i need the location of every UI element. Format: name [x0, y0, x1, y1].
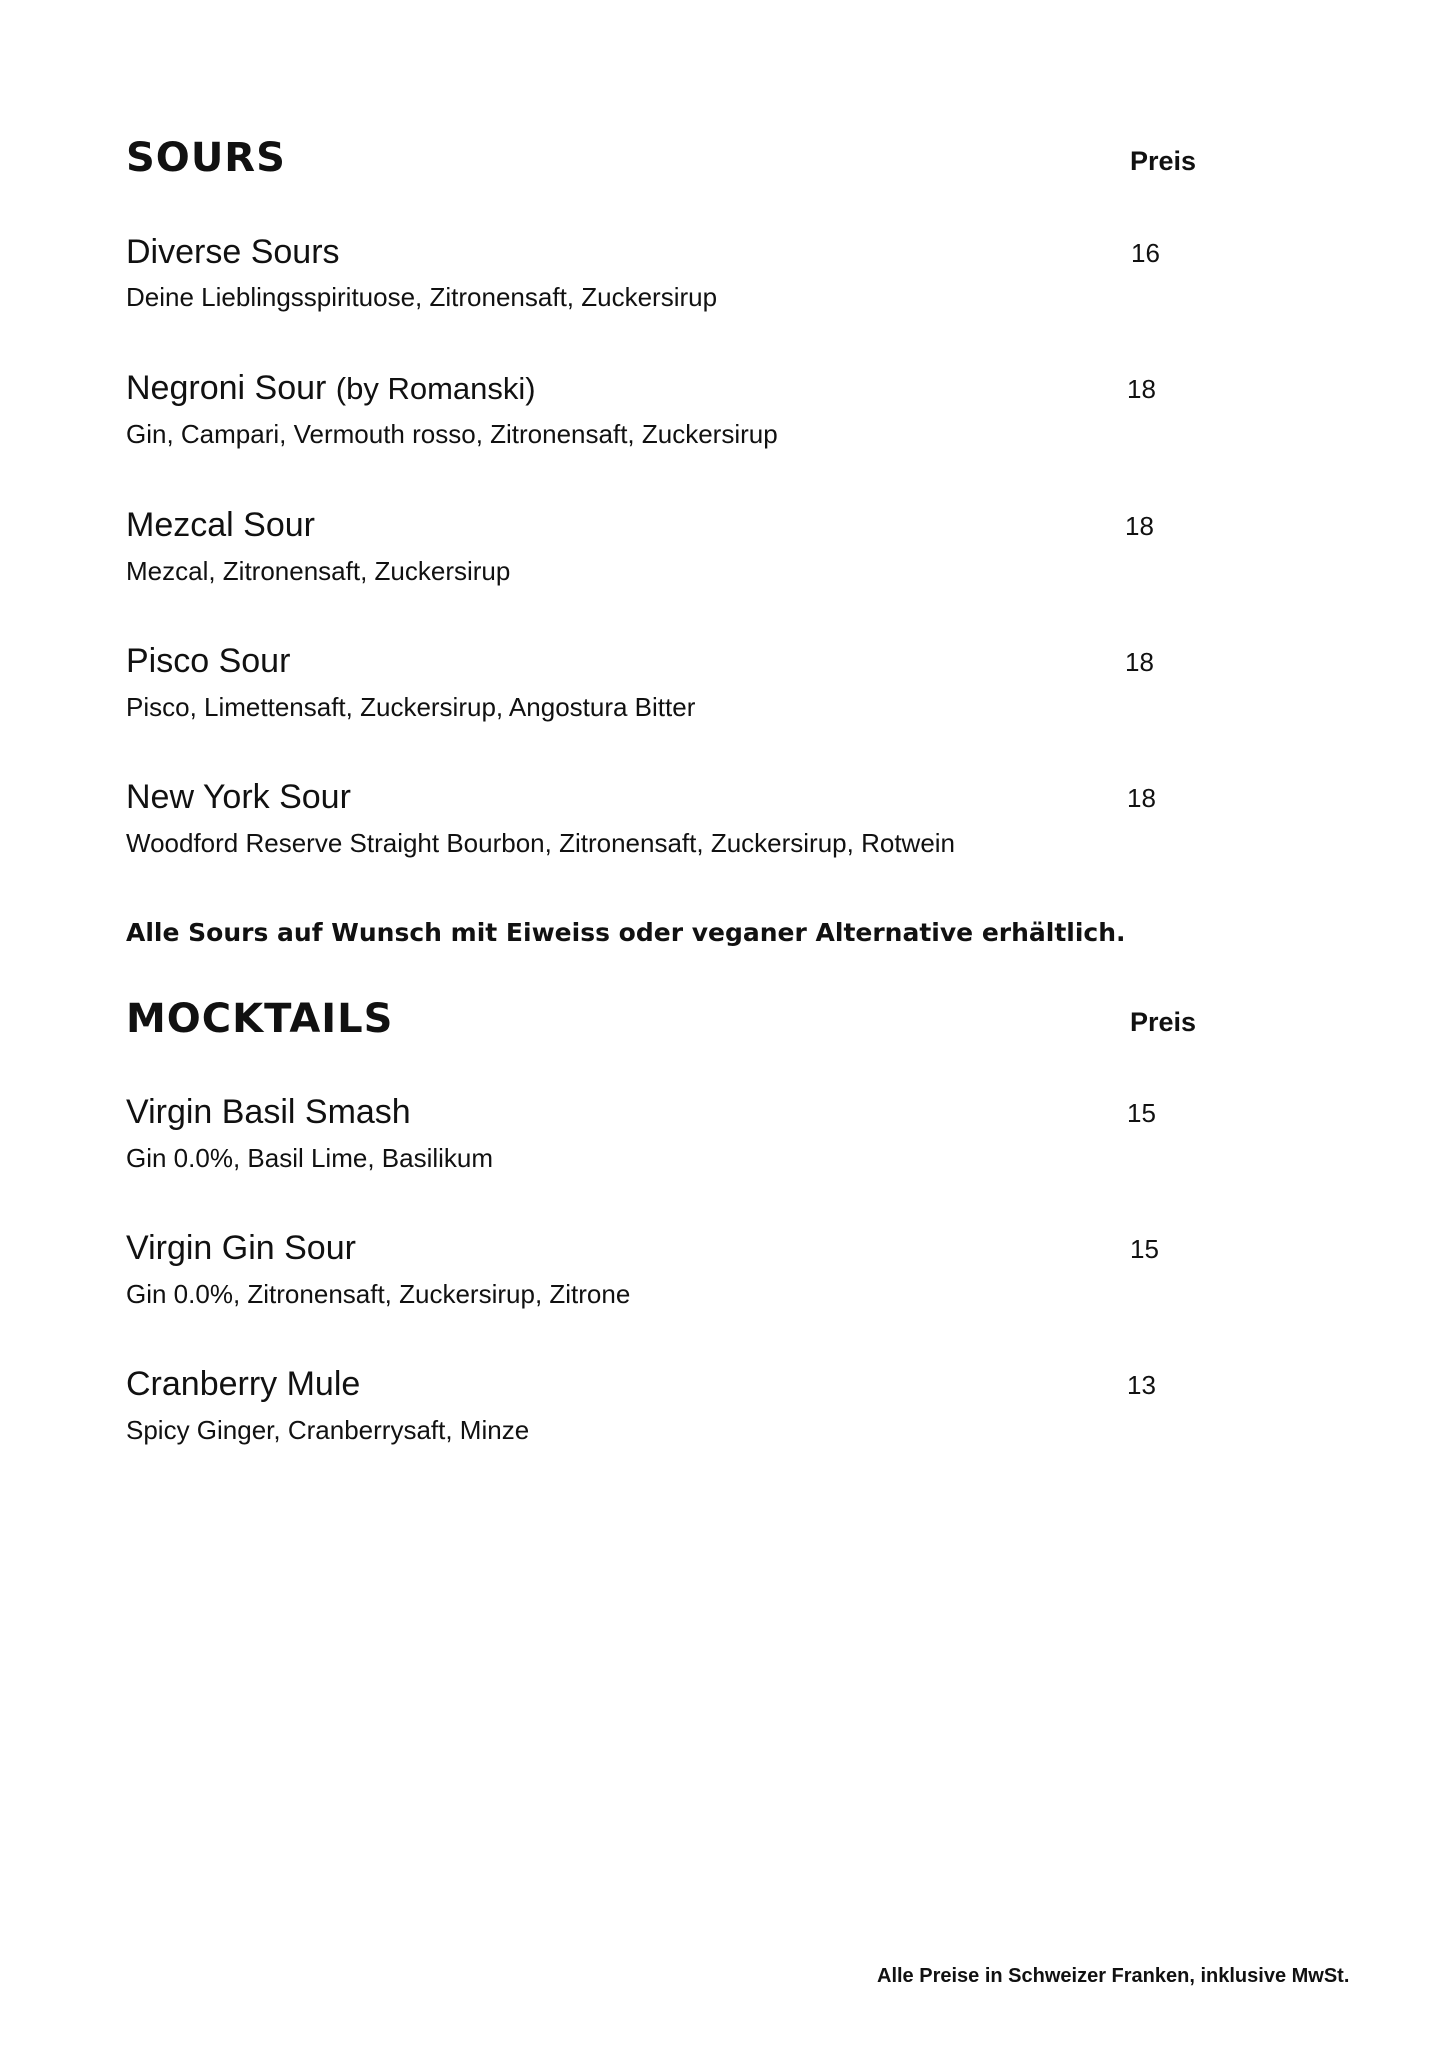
- item-price: 18: [1125, 647, 1154, 677]
- item-description: Mezcal, Zitronensaft, Zuckersirup: [126, 556, 511, 586]
- item-description: Deine Lieblingsspirituose, Zitronensaft, Zuckersirup: [126, 282, 718, 312]
- item-description: Woodford Reserve Straight Bourbon, Zitronensaft, Zuckersirup, Rotwein: [126, 828, 956, 858]
- item-description: Spicy Ginger, Cranberrysaft, Minze: [126, 1415, 530, 1445]
- item-price: 16: [1131, 238, 1160, 268]
- sours-section-title: SOURS: [126, 135, 286, 181]
- item-price: 18: [1127, 374, 1156, 404]
- mocktails-section-title: MOCKTAILS: [126, 996, 394, 1042]
- mocktails-price-header: Preis: [1130, 1007, 1197, 1037]
- item-price: 13: [1127, 1370, 1156, 1400]
- item-price: 15: [1130, 1234, 1159, 1264]
- item-name: Diverse Sours: [126, 233, 340, 271]
- item-name: Pisco Sour: [126, 642, 291, 680]
- item-name: Cranberry Mule: [126, 1365, 361, 1403]
- price-footnote: Alle Preise in Schweizer Franken, inklusive MwSt.: [877, 1965, 1350, 1987]
- item-description: Gin 0.0%, Basil Lime, Basilikum: [126, 1143, 494, 1173]
- item-price: 18: [1125, 511, 1154, 541]
- item-description: Gin, Campari, Vermouth rosso, Zitronensaft, Zuckersirup: [126, 419, 778, 449]
- item-description: Pisco, Limettensaft, Zuckersirup, Angostura Bitter: [126, 692, 696, 722]
- item-name: Virgin Basil Smash: [126, 1093, 411, 1131]
- item-price: 15: [1127, 1098, 1156, 1128]
- item-name: Mezcal Sour: [126, 506, 315, 544]
- item-name: Virgin Gin Sour: [126, 1229, 356, 1267]
- item-price: 18: [1127, 783, 1156, 813]
- sours-note: Alle Sours auf Wunsch mit Eiweiss oder veganer Alternative erhältlich.: [126, 918, 1126, 947]
- item-name: New York Sour: [126, 778, 351, 816]
- item-name: Negroni Sour (by Romanski): [126, 369, 536, 407]
- item-description: Gin 0.0%, Zitronensaft, Zuckersirup, Zitrone: [126, 1279, 631, 1309]
- sours-price-header: Preis: [1130, 146, 1197, 176]
